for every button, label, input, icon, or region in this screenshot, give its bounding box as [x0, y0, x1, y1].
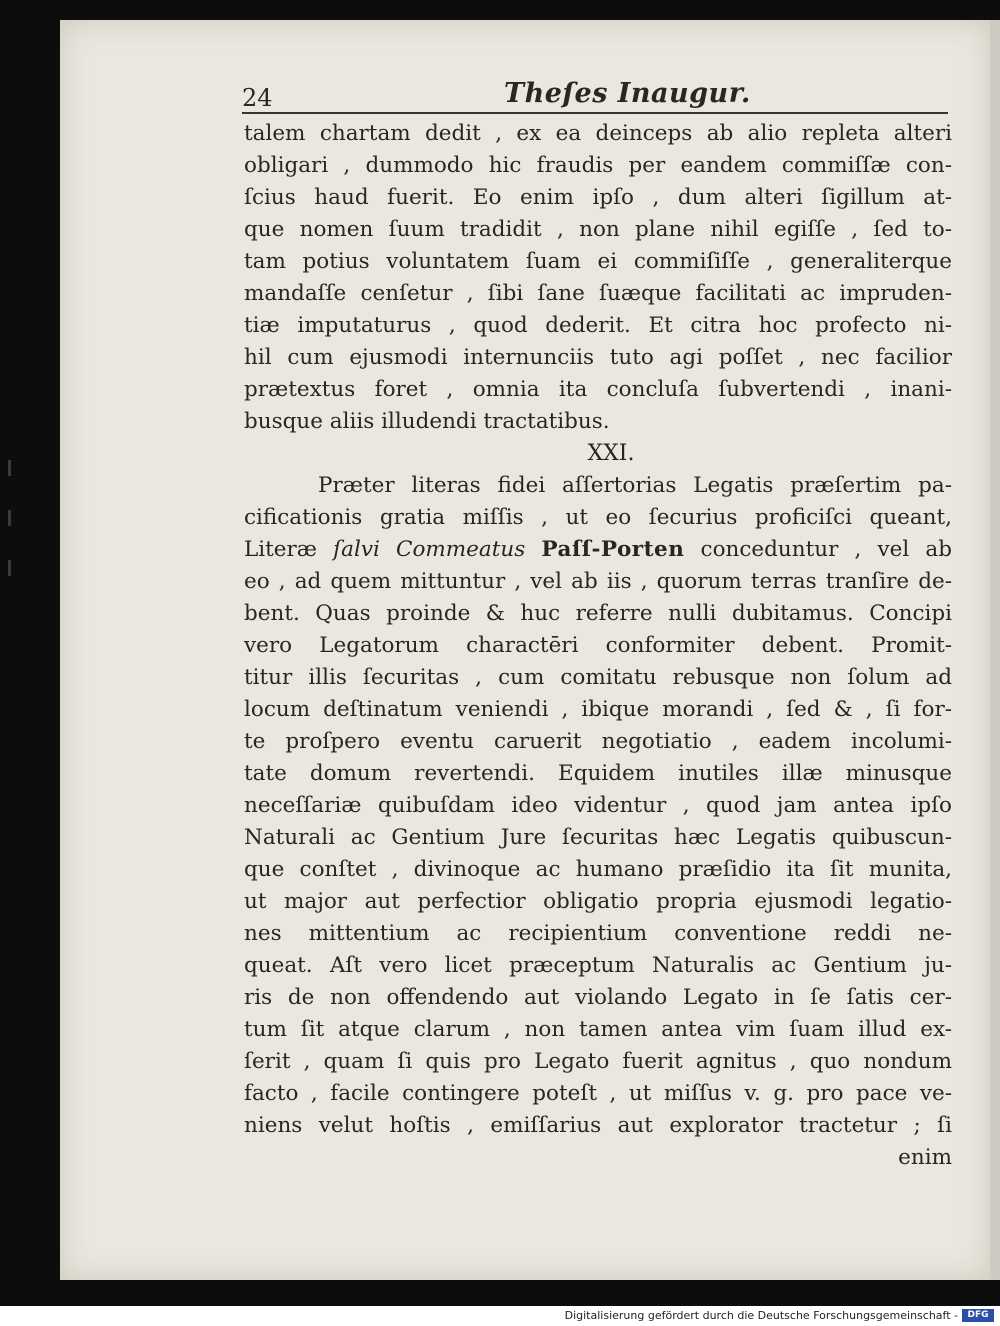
text-line: ut major aut perfectior obligatio propria ejusmodi legatio- [244, 889, 952, 914]
page-header [242, 76, 948, 116]
dfg-logo[interactable]: DFG [962, 1309, 994, 1322]
text-line: titur illis ſecuritas , cum comitatu rebusque non ſolum ad [244, 665, 952, 690]
text-line: prætextus foret , omnia ita concluſa ſubvertendi , inani- [244, 377, 952, 402]
text-line: eo , ad quem mittuntur , vel ab iis , quorum terras tranſire de- [244, 569, 952, 594]
text-line: Præter literas fidei aſſertorias Legatis præſertim pa- [318, 473, 952, 498]
text-line: bent. Quas proinde & huc referre nulli dubitamus. Concipi [244, 601, 952, 626]
text-line: busque aliis illudendi tractatibus. [244, 409, 610, 434]
page-number: 24 [242, 84, 273, 112]
text-line-mixed [244, 534, 952, 566]
scan-edge-marks [0, 450, 30, 610]
text-line: niens velut hoſtis , emiſſarius aut explorator tractetur ; ſi [244, 1113, 952, 1138]
text-line: ſerit , quam ſi quis pro Legato fuerit agnitus , quo nondum [244, 1049, 952, 1074]
text-line: Naturali ac Gentium Jure ſecuritas hæc Legatis quibuscun- [244, 825, 952, 850]
text-fragment: conceduntur , vel ab [684, 537, 952, 562]
text-line: queat. Aſt vero licet præceptum Naturalis ac Gentium ju- [244, 953, 952, 978]
text-line: locum deſtinatum veniendi , ibique morandi , ſed & , ſi for- [244, 697, 952, 722]
text-line: tate domum revertendi. Equidem inutiles illæ minusque [244, 761, 952, 786]
text-line: neceſſariæ quibuſdam ideo videntur , quod jam antea ipſo [244, 793, 952, 818]
text-line: cificationis gratia miſſis , ut eo ſecurius proficiſci queant, [244, 505, 952, 530]
blackletter-word: Paſſ-Porten [541, 537, 685, 562]
italic-phrase: ſalvi Commeatus [333, 537, 526, 562]
text-line: obligari , dummodo hic fraudis per eandem commiſſæ con- [244, 153, 952, 178]
page-edge [990, 20, 1000, 1280]
text-line: tum ſit atque clarum , non tamen antea vim ſuam illud ex- [244, 1017, 952, 1042]
text-line: que conſtet , divinoque ac humano præſidio ita ſit munita, [244, 857, 952, 882]
page-text [244, 118, 952, 1174]
text-line: nes mittentium ac recipientium conventione reddi ne- [244, 921, 952, 946]
text-line: facto , facile contingere poteſt , ut miſſus v. g. pro pace ve- [244, 1081, 952, 1106]
digitization-footer [0, 1306, 1000, 1326]
text-line: hil cum ejusmodi internunciis tuto agi poſſet , nec facilior [244, 345, 952, 370]
section-heading: XXI. [587, 441, 635, 466]
text-line: ris de non offendendo aut violando Legato in ſe ſatis cer- [244, 985, 952, 1010]
catchword: enim [898, 1145, 952, 1170]
header-rule [242, 112, 948, 114]
text-line: talem chartam dedit , ex ea deinceps ab alio repleta alteri [244, 121, 952, 146]
running-title: Theſes Inaugur. [504, 78, 751, 109]
text-line: vero Legatorum charactēri conformiter debent. Promit- [244, 633, 952, 658]
text-line: que nomen ſuum tradidit , non plane nihil egiſſe , ſed to- [244, 217, 952, 242]
funding-note: Digitalisierung gefördert durch die Deutsche Forschungsgemeinschaft - [564, 1309, 958, 1322]
text-line: tam potius voluntatem ſuam ei commiſiſſe , generaliterque [244, 249, 952, 274]
text-fragment: Literæ [244, 537, 334, 562]
text-line: tiæ imputaturus , quod dederit. Et citra hoc profecto ni- [244, 313, 952, 338]
text-line: ſcius haud fuerit. Eo enim ipſo , dum alteri ſigillum at- [244, 185, 952, 210]
text-line: mandaſſe cenſetur , ſibi ſane ſuæque facilitati ac impruden- [244, 281, 952, 306]
text-line: te proſpero eventu caruerit negotiatio , eadem incolumi- [244, 729, 952, 754]
